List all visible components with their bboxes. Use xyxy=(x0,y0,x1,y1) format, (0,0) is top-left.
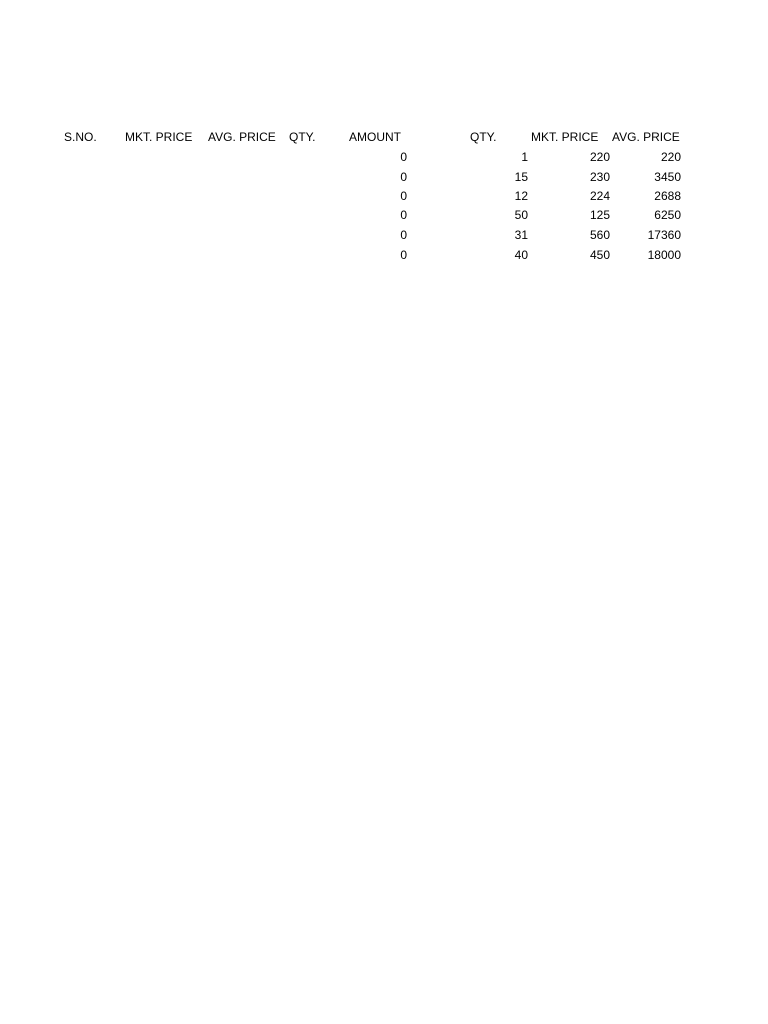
header-avg-price: AVG. PRICE xyxy=(208,130,276,144)
row-1-avg-price: 220 xyxy=(660,150,681,164)
row-2-qty: 15 xyxy=(514,170,528,184)
header-qty-2: QTY. xyxy=(470,130,497,144)
row-3-qty: 12 xyxy=(514,189,528,203)
row-6-qty: 40 xyxy=(514,248,528,262)
row-3-avg-price: 2688 xyxy=(654,189,681,203)
row-3-mkt-price: 224 xyxy=(589,189,610,203)
row-2-avg-price: 3450 xyxy=(654,170,681,184)
header-avg-price-2: AVG. PRICE xyxy=(612,130,680,144)
row-5-amount: 0 xyxy=(400,228,407,242)
row-4-avg-price: 6250 xyxy=(654,208,681,222)
row-6-avg-price: 18000 xyxy=(647,248,681,262)
header-mkt-price: MKT. PRICE xyxy=(125,130,193,144)
header-qty: QTY. xyxy=(289,130,316,144)
header-mkt-price-2: MKT. PRICE xyxy=(531,130,599,144)
row-1-amount: 0 xyxy=(400,150,407,164)
row-1-qty: 1 xyxy=(521,150,528,164)
row-2-amount: 0 xyxy=(400,170,407,184)
row-4-mkt-price: 125 xyxy=(589,208,610,222)
row-6-amount: 0 xyxy=(400,248,407,262)
row-2-mkt-price: 230 xyxy=(589,170,610,184)
row-5-qty: 31 xyxy=(514,228,528,242)
row-5-mkt-price: 560 xyxy=(589,228,610,242)
row-4-amount: 0 xyxy=(400,208,407,222)
row-3-amount: 0 xyxy=(400,189,407,203)
row-1-mkt-price: 220 xyxy=(589,150,610,164)
row-5-avg-price: 17360 xyxy=(647,228,681,242)
header-amount: AMOUNT xyxy=(349,130,401,144)
row-6-mkt-price: 450 xyxy=(589,248,610,262)
row-4-qty: 50 xyxy=(514,208,528,222)
header-sno: S.NO. xyxy=(64,130,97,144)
